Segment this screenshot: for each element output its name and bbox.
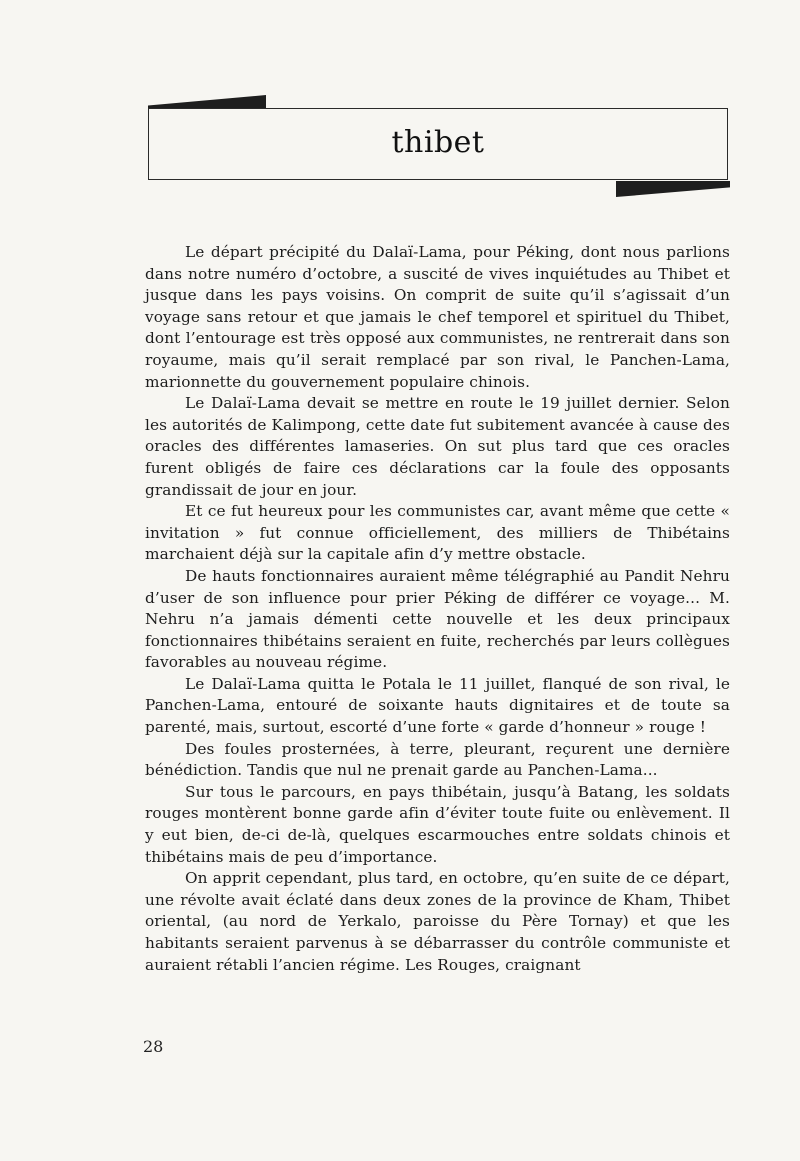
paragraph-1: Le départ précipité du Dalaï-Lama, pour Péking, dont nous parlions dans notre numéro d’octobre, a suscité de vives inquiétudes au Thibet et jusque dans les pays voisins. On comprit de suite qu’il s’agissait d’un voyage sans retour et que jamais le chef temporel et spirituel du Thibet, dont l’entourage est très opposé aux communistes, ne rentrerait dans son royaume, mais qu’il serait remplacé par son rival, le Panchen-Lama, marionnette du gouvernement populaire chinois. — [145, 243, 730, 391]
article-body — [145, 242, 730, 976]
paragraph-4: De hauts fonctionnaires auraient même télégraphié au Pandit Nehru d’user de son influence pour prier Péking de différer ce voyage... M. Nehru n’a jamais démenti cette nouvelle et les deux principaux fonctionnaires thibétains seraient en fuite, recherchés par leurs collègues favorables au nouveau régime. — [145, 566, 730, 672]
paragraph-5: Le Dalaï-Lama quitta le Potala le 11 juillet, flanqué de son rival, le Panchen-Lama, entouré de soixante hauts dignitaires et de toute sa parenté, mais, surtout, escorté d’une forte « garde d’honneur » rouge ! — [145, 674, 730, 737]
paragraph-2: Le Dalaï-Lama devait se mettre en route le 19 juillet dernier. Selon les autorités de Kalimpong, cette date fut subitement avancée à cause des oracles des différentes lamaseries. On sut plus tard que ces oracles furent obligés de faire ces déclarations car la foule des opposants grandissait de jour en jour. — [145, 394, 730, 499]
page-number: 28 — [143, 1037, 164, 1056]
title-frame — [148, 108, 728, 180]
article-title: thibet — [391, 125, 485, 160]
article-header — [148, 95, 732, 200]
paragraph-7: Sur tous le parcours, en pays thibétain, jusqu’à Batang, les soldats rouges montèrent bonne garde afin d’éviter toute fuite ou enlèvement. Il y eut bien, de-ci de-là, quelques escarmouches entre soldats chinois et thibétains mais de peu d’importance. — [145, 782, 730, 866]
paragraph-3: Et ce fut heureux pour les communistes car, avant même que cette « invitation » fut connue officiellement, des milliers de Thibétains marchaient déjà sur la capitale afin d’y mettre obstacle. — [145, 502, 730, 564]
paragraph-8: On apprit cependant, plus tard, en octobre, qu’en suite de ce départ, une révolte avait éclaté dans deux zones de la province de Kham, Thibet oriental, (au nord de Yerkalo, paroisse du Père Tornay) et que les habitants seraient parvenus à se débarrasser du contrôle communiste et auraient rétabli l’ancien régime. Les Rouges, craignant — [145, 869, 730, 974]
header-decorative-bar-top — [148, 95, 266, 109]
header-decorative-bar-bottom — [616, 181, 730, 197]
paragraph-6: Des foules prosternées, à terre, pleurant, reçurent une dernière bénédiction. Tandis que nul ne prenait garde au Panchen-Lama... — [145, 739, 730, 780]
